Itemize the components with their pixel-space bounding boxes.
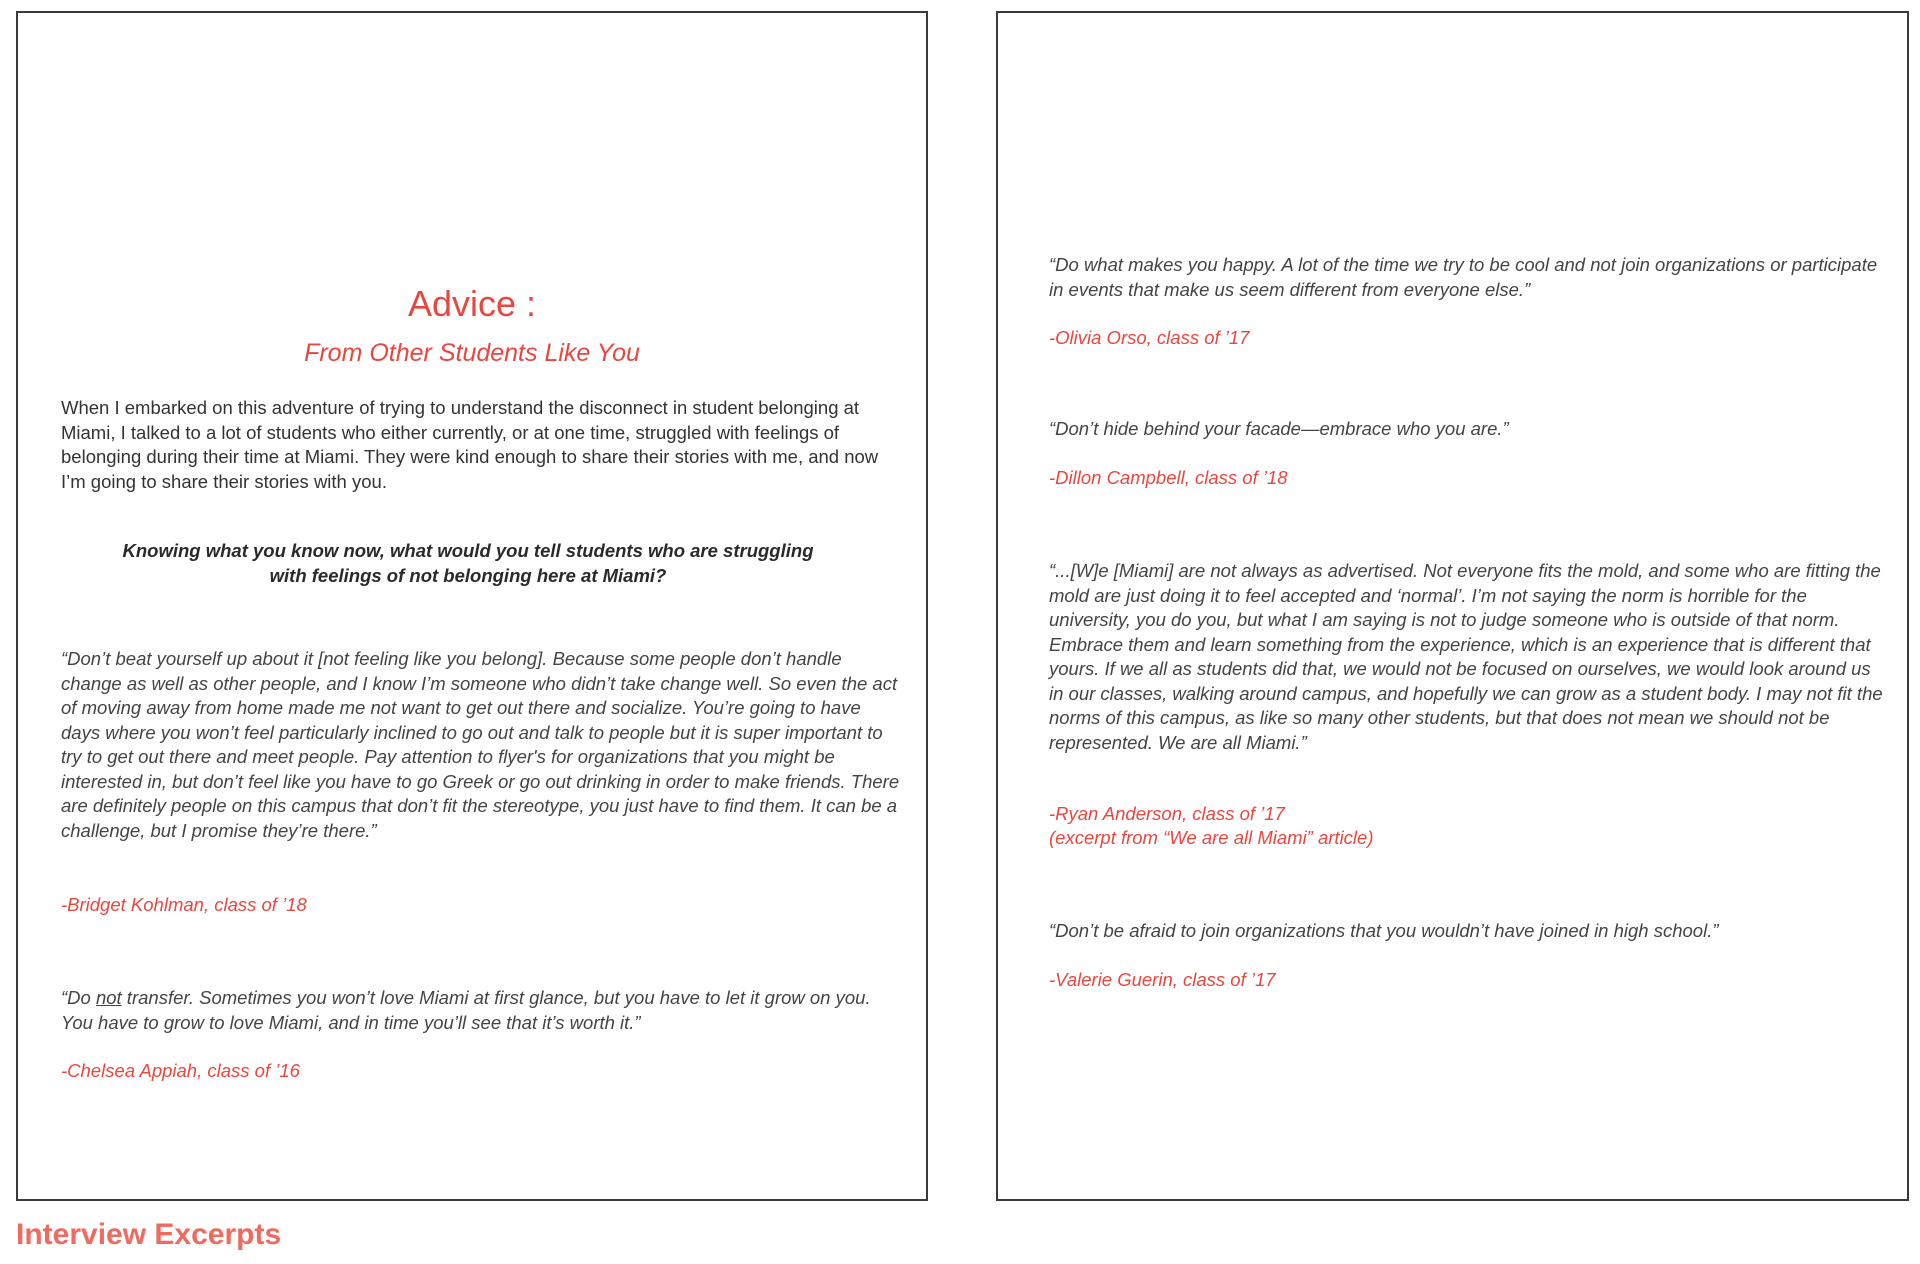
- attribution-ryan-anderson: -Ryan Anderson, class of ’17: [1049, 803, 1285, 824]
- quote-valerie-guerin: “Don’t be afraid to join organizations that you wouldn’t have joined in high school.”: [1049, 920, 1719, 941]
- attribution-dillon-campbell: -Dillon Campbell, class of ’18: [1049, 467, 1288, 488]
- quote-dillon-campbell: “Don’t hide behind your facade—embrace who you are.”: [1049, 418, 1509, 439]
- interview-question: Knowing what you know now, what would you tell students who are struggling with feelings of not belonging here at Miami?: [122, 540, 814, 586]
- quote-text-after: transfer. Sometimes you won’t love Miami at first glance, but you have to let it grow on you. You have to grow to love Miami, and in time you’ll see that it’s worth it.”: [61, 987, 871, 1033]
- quote-bridget-kohlman: “Don’t beat yourself up about it [not feeling like you belong]. Because some people don’t handle change as well as other people, and I know I’m someone who didn’t take change well. So even the act of moving away from home made me not want to get out there and socialize. You’re going to have days where you won’t feel particularly inclined to go out and talk to people but it is super important to try to get out there and meet people. Pay attention to flyer's for organizations that you might be interested in, but don’t feel like you have to go Greek or go out drinking in order to make friends. There are definitely people on this campus that don’t fit the stereotype, you just have to find them. It can be a challenge, but I promise they’re there.”: [61, 648, 900, 841]
- attribution-source-note: (excerpt from “We are all Miami” article): [1049, 827, 1374, 848]
- attribution-bridget-kohlman: -Bridget Kohlman, class of ’18: [61, 894, 307, 915]
- attribution-chelsea-appiah: -Chelsea Appiah, class of ’16: [61, 1060, 300, 1081]
- quote-underlined-word: not: [95, 987, 122, 1008]
- quote-olivia-orso: “Do what makes you happy. A lot of the time we try to be cool and not join organizations or participate in events that make us seem different from everyone else.”: [1049, 254, 1878, 300]
- right-page: [996, 11, 1909, 1201]
- figure-caption: Interview Excerpts: [16, 1218, 282, 1251]
- attribution-olivia-orso: -Olivia Orso, class of ’17: [1049, 327, 1250, 348]
- attribution-valerie-guerin: -Valerie Guerin, class of ’17: [1049, 969, 1276, 990]
- page-subtitle: From Other Students Like You: [304, 339, 640, 367]
- quote-chelsea-appiah: [61, 986, 901, 1035]
- intro-paragraph: When I embarked on this adventure of trying to understand the disconnect in student belonging at Miami, I talked to a lot of students who either currently, or at one time, struggled with feelings of belonging during their time at Miami. They were kind enough to share their stories with me, and now I’m going to share their stories with you.: [61, 397, 879, 492]
- page-title: Advice :: [407, 283, 537, 324]
- quote-ryan-anderson: “...[W]e [Miami] are not always as advertised. Not everyone fits the mold, and some who are fitting the mold are just doing it to feel accepted and ‘normal’. I’m not saying the norm is horrible for the university, you do you, but what I am saying is not to judge someone who is outside of that norm. Embrace them and learn something from the experience, which is an experience that is different that yours. If we all as students did that, we would not be focused on ourselves, we would look around us in our classes, walking around campus, and hopefully we can grow as a student body. I may not fit the norms of this campus, as like so many other students, but that does not mean we should not be represented. We are all Miami.”: [1049, 560, 1883, 753]
- quote-text-before: “Do: [61, 987, 96, 1008]
- left-page: [16, 11, 928, 1201]
